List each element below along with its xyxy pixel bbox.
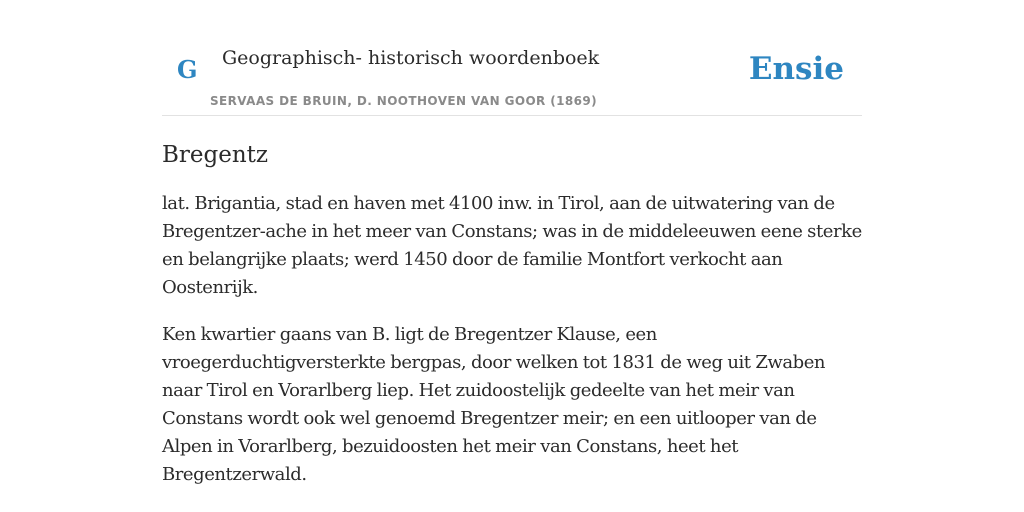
book-title-link[interactable]: Geographisch- historisch woordenboek	[222, 47, 600, 69]
entry-paragraph: lat. Brigantia, stad en haven met 4100 inw. in Tirol, aan de uitwatering van de Bregentzer-ache in het meer van Constans; was in de middeleeuwen eene sterke en belangrijke plaats; werd 1450 door de familie Montfort verkocht aan Oostenrijk.	[162, 193, 862, 298]
entry-paragraph: Ken kwartier gaans van B. ligt de Bregentzer Klause, een vroegerduchtigversterkte bergpas, door welken tot 1831 de weg uit Zwaben naar Tirol en Vorarlberg liep. Het zuidoostelijk gedeelte van het meir van Constans wordt ook wel genoemd Bregentzer meir; en een uitlooper van de Alpen in Vorarlberg, bezuidoosten het meir van Constans, heet het Bregentzerwald.	[162, 324, 826, 485]
ensie-logo-link[interactable]: Ensie	[748, 51, 844, 87]
page-container	[162, 0, 862, 508]
entry-title: Bregentz	[162, 142, 269, 168]
dictionary-header	[162, 0, 862, 116]
book-author: SERVAAS DE BRUIN, D. NOOTHOVEN VAN GOOR (1869)	[210, 94, 598, 108]
book-logo-icon[interactable]: G	[177, 55, 198, 84]
entry-body	[162, 190, 862, 489]
